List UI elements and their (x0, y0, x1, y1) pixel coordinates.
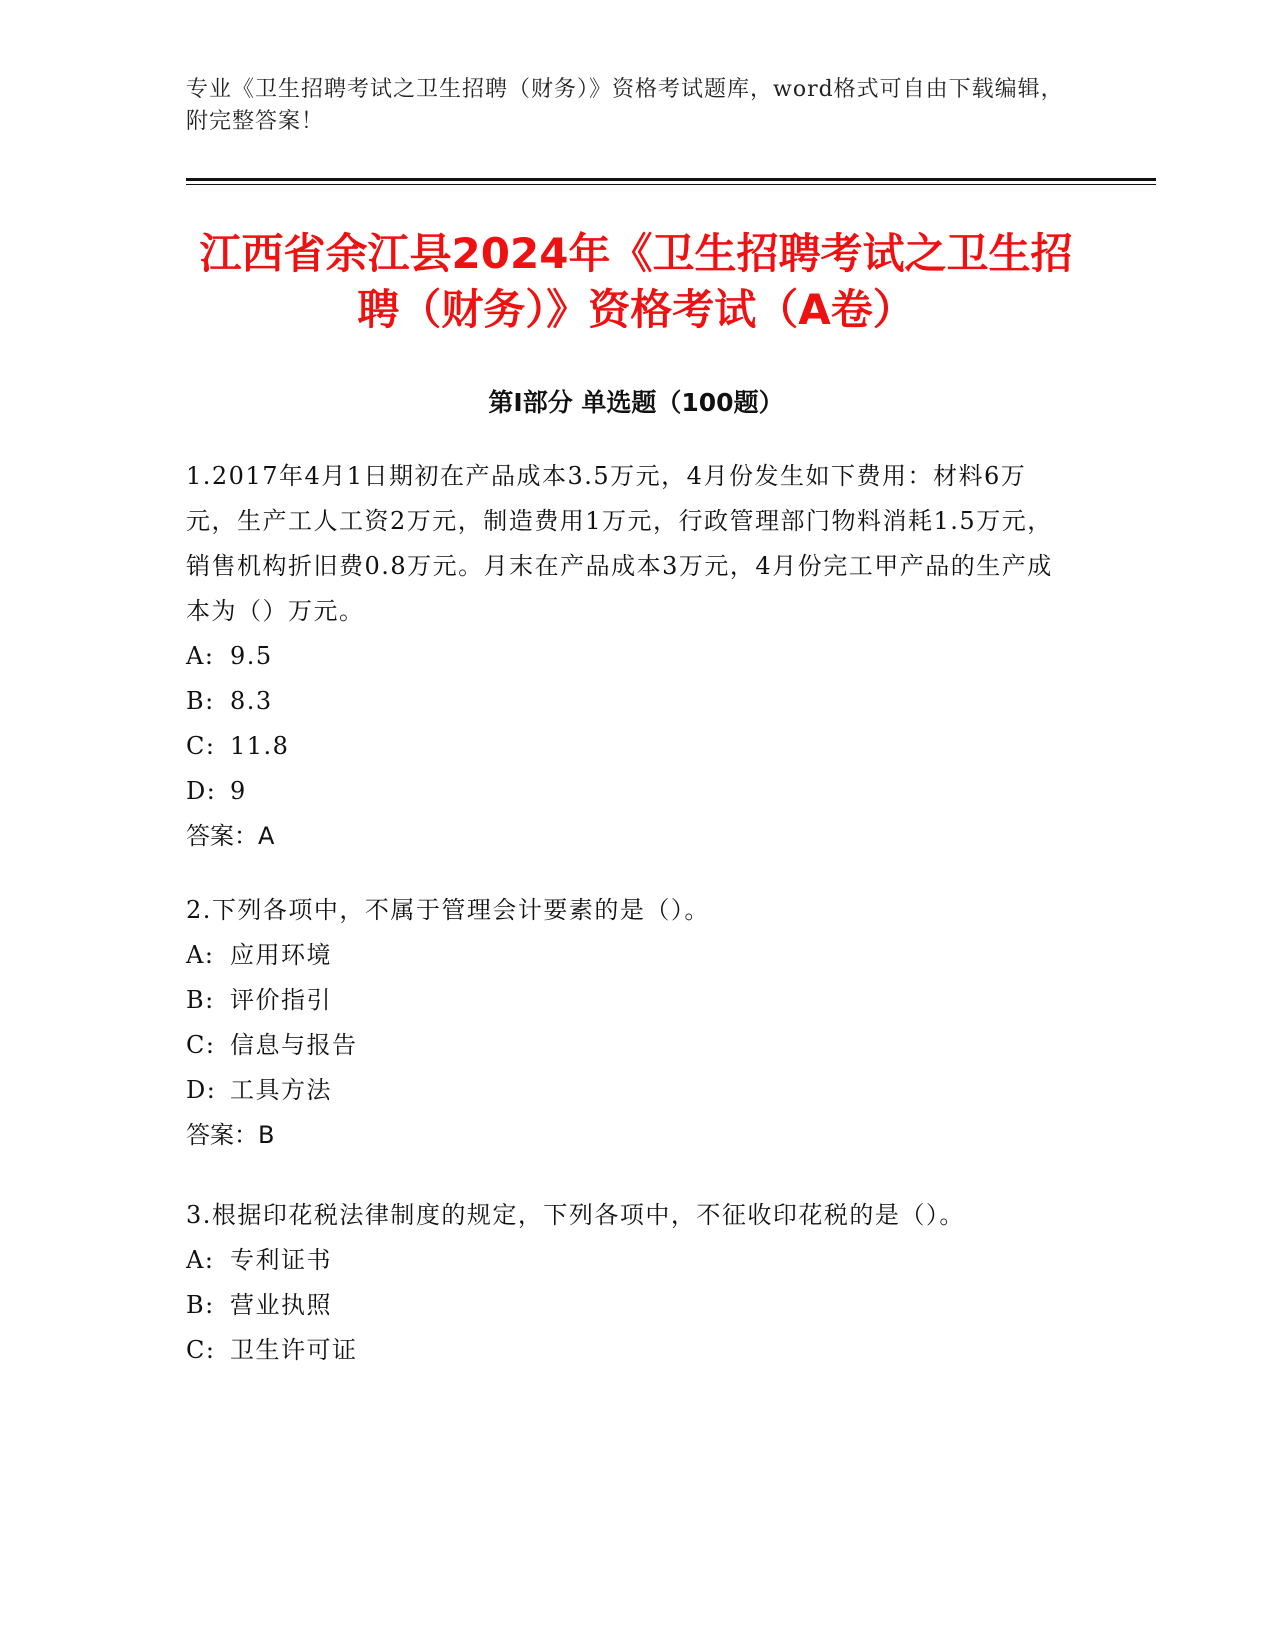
option-b (186, 1283, 1066, 1328)
option-text: 9.5 (230, 642, 273, 670)
option-text: 工具方法 (230, 1076, 332, 1104)
option-d (186, 1068, 1066, 1113)
question-3 (186, 1193, 1066, 1373)
option-text: 11.8 (230, 732, 290, 760)
option-c (186, 1328, 1066, 1373)
option-d (186, 769, 1066, 814)
document-title: 江西省余江县2024年《卫生招聘考试之卫生招聘（财务）》资格考试（A卷） (199, 229, 1073, 334)
question-1 (186, 454, 1066, 859)
option-text: 9 (230, 777, 247, 805)
option-key: C: (186, 1336, 216, 1364)
option-text: 8.3 (230, 687, 273, 715)
header-note: 专业《卫生招聘考试之卫生招聘（财务）》资格考试题库，word格式可自由下载编辑，附完整答案！ (186, 77, 1064, 134)
answer-line: 答案：A (186, 822, 275, 850)
header-divider-thin (186, 184, 1156, 185)
option-key: A: (186, 941, 215, 969)
question-2 (186, 888, 1066, 1158)
option-a (186, 634, 1066, 679)
answer-line: 答案：B (186, 1121, 275, 1149)
option-a (186, 933, 1066, 978)
option-c (186, 1023, 1066, 1068)
option-text: 信息与报告 (230, 1031, 358, 1059)
option-key: B: (186, 687, 215, 715)
option-text: 应用环境 (230, 941, 332, 969)
option-key: A: (186, 642, 215, 670)
header-divider (186, 178, 1156, 181)
question-stem: 3.根据印花税法律制度的规定，下列各项中，不征收印花税的是（）。 (186, 1201, 965, 1229)
option-key: C: (186, 732, 216, 760)
option-a (186, 1238, 1066, 1283)
option-text: 卫生许可证 (230, 1336, 358, 1364)
option-key: B: (186, 1291, 215, 1319)
option-b (186, 978, 1066, 1023)
question-stem: 2.下列各项中，不属于管理会计要素的是（）。 (186, 896, 710, 924)
option-key: B: (186, 986, 215, 1014)
option-key: A: (186, 1246, 215, 1274)
option-text: 营业执照 (230, 1291, 332, 1319)
option-key: D: (186, 1076, 217, 1104)
option-key: D: (186, 777, 217, 805)
question-stem: 1.2017年4月1日期初在产品成本3.5万元，4月份发生如下费用：材料6万元，生产工人工资2万元，制造费用1万元，行政管理部门物料消耗1.5万元，销售机构折旧费0.8万元。月末在产品成本3万元，4月份完工甲产品的生产成本为（）万元。 (186, 462, 1053, 625)
option-c (186, 724, 1066, 769)
option-b (186, 679, 1066, 724)
section-heading: 第Ⅰ部分 单选题（100题） (488, 388, 784, 417)
option-text: 专利证书 (230, 1246, 332, 1274)
option-text: 评价指引 (230, 986, 332, 1014)
option-key: C: (186, 1031, 216, 1059)
